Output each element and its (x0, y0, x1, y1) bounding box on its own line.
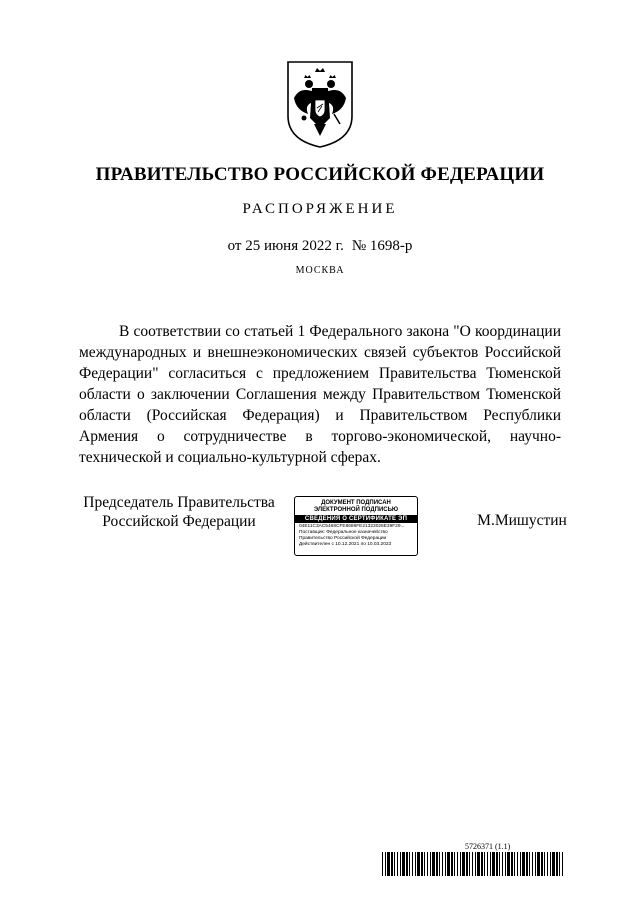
document-city: МОСКВА (295, 265, 345, 276)
signatory-name: М.Мишустин (477, 512, 567, 529)
document-number: № 1698-р (351, 238, 413, 254)
stamp-supplier: Поставщик: Федеральное казначейство (299, 530, 388, 535)
stamp-line2: ЭЛЕКТРОННОЙ ПОДПИСЬЮ (313, 507, 399, 513)
stamp-serial: 04E11C3AC5468CFE8686FE21323028E39F29... (299, 524, 405, 529)
signatory-title-line1: Председатель Правительства (83, 494, 275, 511)
document-type: РАСПОРЯЖЕНИЕ (242, 201, 398, 217)
signatory-title-line2: Российской Федерации (102, 513, 256, 530)
electronic-signature-stamp (294, 496, 418, 556)
stamp-validity: Действителен с 10.12.2021 по 10.03.2023 (299, 542, 392, 547)
stamp-certificate-bar: СВЕДЕНИЯ О СЕРТИФИКАТЕ ЭП (295, 515, 417, 523)
document-date: от 25 июня 2022 г. (227, 238, 344, 254)
stamp-owner: Правительство Российской Федерации (299, 536, 387, 541)
coat-of-arms-icon (284, 58, 356, 150)
signatory-title (79, 493, 279, 531)
stamp-line1: ДОКУМЕНТ ПОДПИСАН (321, 500, 391, 506)
government-title: ПРАВИТЕЛЬСТВО РОССИЙСКОЙ ФЕДЕРАЦИИ (95, 164, 545, 185)
document-body-paragraph: В соответствии со статьей 1 Федерального закона "О координации международных и внешнеэкономических связей субъектов Российской Федерации" согласиться с предложением Правительства Тюменской области о заключении Соглашения между Правительством Тюменской области (Российская Федерация) и Правительством Республики Армения о сотрудничестве в торгово-экономической, научно-технической и социально-культурной сферах. (79, 323, 561, 466)
barcode-icon (382, 852, 564, 876)
registration-number: 5726371 (1.1) (465, 842, 511, 851)
document-date-line (0, 238, 640, 255)
